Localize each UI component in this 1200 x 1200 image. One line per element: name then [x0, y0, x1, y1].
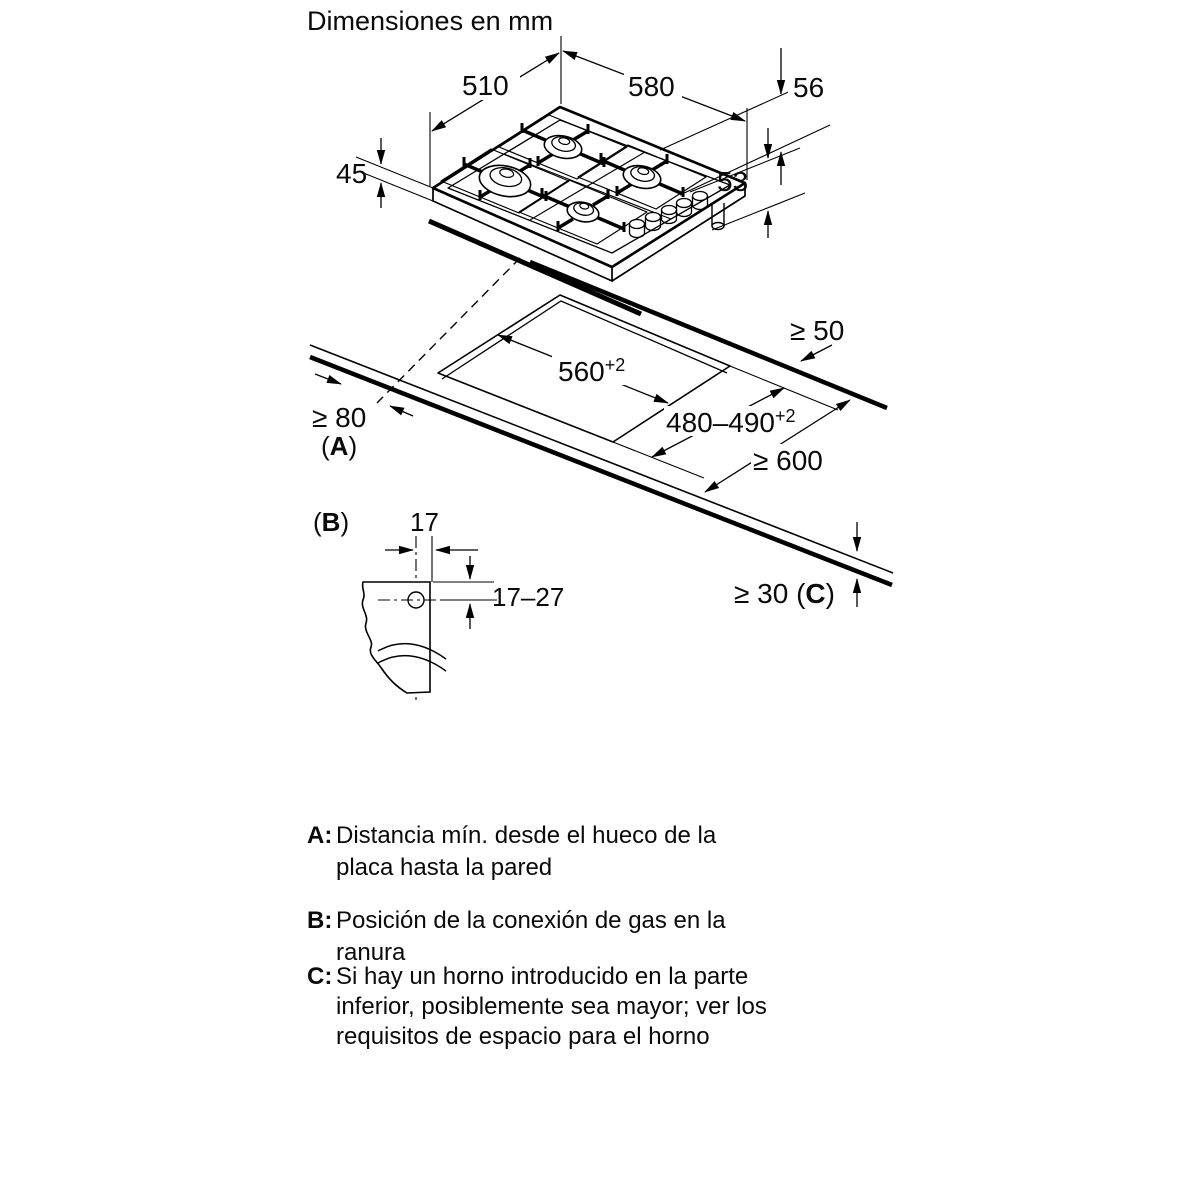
dim-17-27: 17–27: [492, 582, 565, 612]
dim-45: 45: [336, 158, 368, 189]
label-B: (B): [313, 507, 350, 537]
dim-510: 510: [462, 70, 509, 101]
dim-56: 56: [793, 72, 825, 103]
diagram-title: Dimensiones en mm: [307, 6, 554, 36]
legend-label-B: B:: [307, 907, 333, 934]
dim-17: 17: [410, 507, 439, 537]
dim-53: 53: [717, 166, 749, 197]
arrow-80-outer: [315, 374, 341, 384]
dim-50: ≥ 50: [790, 315, 845, 346]
hidden-edge-dashed-line: [377, 258, 520, 403]
dim-600: ≥ 600: [753, 445, 823, 476]
dim-480-490: $480-490^{+2}$: [666, 406, 796, 438]
legend-C-line3: requisitos de espacio para el horno: [336, 1023, 710, 1050]
arrow-80-inner: [390, 406, 413, 416]
worktop-cutout-drawing: [310, 258, 893, 609]
legend-A-line1: Distancia mín. desde el hueco de la: [336, 822, 717, 849]
dim-560: $560^{+2}$: [558, 355, 626, 387]
legend-label-A: A:: [307, 822, 333, 849]
gas-slot-detail-drawing: [313, 507, 564, 700]
legend-label-C: C:: [307, 963, 333, 990]
label-A: (A): [321, 431, 358, 461]
hob-shadow-line: [429, 221, 641, 314]
legend-A-line2: placa hasta la pared: [336, 854, 553, 881]
legend-B-line2: ranura: [336, 939, 406, 966]
ref-lines-45: [356, 157, 433, 201]
legend-C-line1: Si hay un horno introducido en la parte: [336, 963, 749, 990]
ref-lines-17-27: [433, 582, 497, 600]
dim-30-label-C: ≥ 30 (C): [734, 578, 835, 609]
legend-B-line1: Posición de la conexión de gas en la: [336, 907, 726, 934]
legend: [307, 822, 767, 1050]
dim-80: ≥ 80: [312, 402, 367, 433]
dim-580: 580: [628, 71, 675, 102]
legend-C-line2: inferior, posiblemente sea mayor; ver los: [336, 993, 767, 1020]
arrow-50: [801, 345, 832, 361]
